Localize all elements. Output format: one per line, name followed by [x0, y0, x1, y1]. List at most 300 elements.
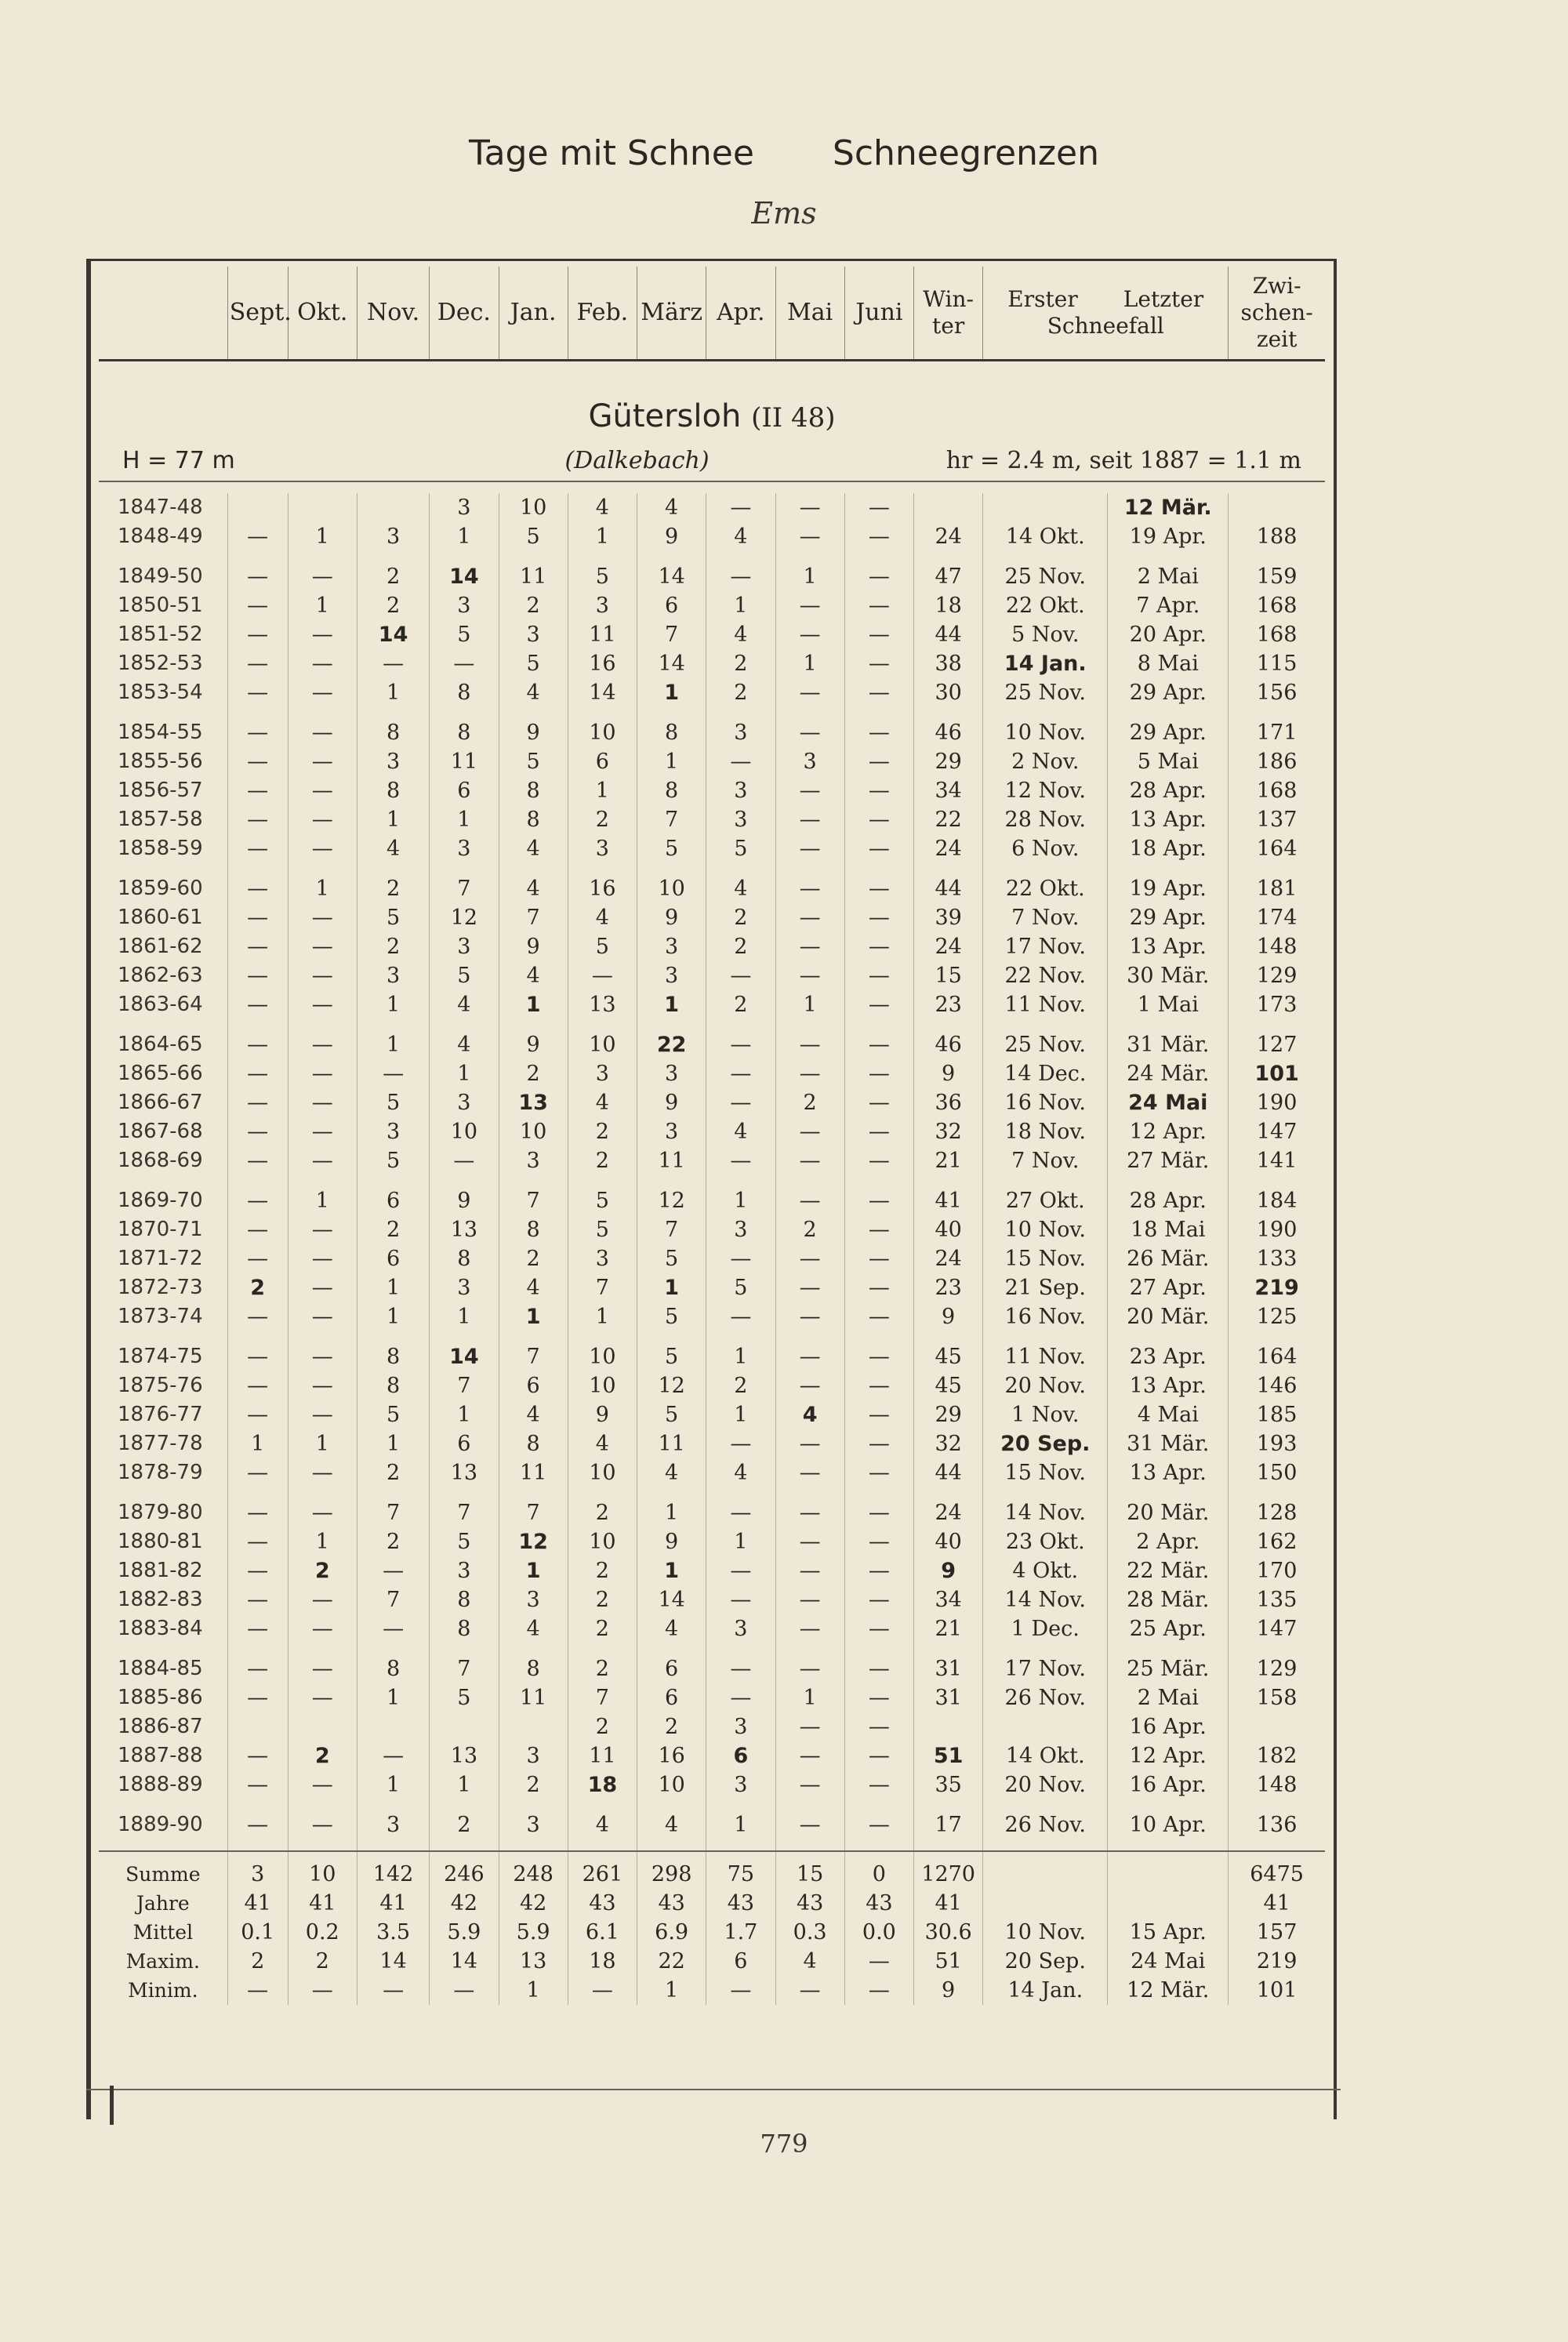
- table-cell: 16: [637, 1741, 706, 1770]
- col-header-feb: Feb.: [568, 267, 637, 361]
- summary-cell: [983, 1851, 1108, 1889]
- table-cell: 8: [499, 1654, 568, 1683]
- summary-cell: 246: [430, 1851, 499, 1889]
- table-cell: 4: [637, 1810, 706, 1839]
- table-cell: —: [844, 1302, 913, 1331]
- table-cell: 14 Dec.: [983, 1059, 1108, 1088]
- table-cell: 4: [357, 834, 429, 863]
- table-cell: —: [775, 1585, 844, 1614]
- table-cell: 12: [430, 903, 499, 932]
- table-cell: 14 Okt.: [983, 1741, 1108, 1770]
- table-cell: —: [775, 1371, 844, 1400]
- table-cell: 12 Mär.: [1108, 493, 1229, 522]
- table-row: [99, 493, 1325, 522]
- table-cell: —: [227, 932, 288, 961]
- summary-cell: —: [227, 1976, 288, 2005]
- table-cell: 3: [499, 620, 568, 649]
- summary-label: Minim.: [128, 1979, 198, 2002]
- table-cell: 5: [430, 620, 499, 649]
- header-blank: [99, 267, 227, 361]
- table-cell: 10: [568, 1371, 637, 1400]
- summary-cell: 5.9: [499, 1918, 568, 1947]
- table-cell: —: [706, 1683, 775, 1712]
- table-cell: 2: [706, 903, 775, 932]
- row-year: 1848-49: [118, 525, 203, 548]
- table-cell: 147: [1229, 1614, 1325, 1643]
- summary-cell: —: [288, 1976, 357, 2005]
- summary-cell: 42: [430, 1889, 499, 1918]
- table-cell: 20 Sep.: [983, 1429, 1108, 1458]
- table-cell: —: [775, 1429, 844, 1458]
- table-cell: 7 Nov.: [983, 903, 1108, 932]
- table-cell: —: [706, 1556, 775, 1585]
- table-cell: 2: [568, 1556, 637, 1585]
- table-cell: 5: [430, 961, 499, 990]
- table-cell: 3: [637, 961, 706, 990]
- col-header-zwischenzeit: [1229, 267, 1325, 361]
- table-cell: 1: [706, 591, 775, 620]
- table-cell: 1: [430, 1059, 499, 1088]
- summary-cell: 248: [499, 1851, 568, 1889]
- table-cell: 2: [499, 591, 568, 620]
- table-cell: —: [227, 1770, 288, 1799]
- table-cell: —: [775, 1117, 844, 1146]
- table-cell: [1229, 493, 1325, 522]
- table-cell: 3: [568, 834, 637, 863]
- table-cell: —: [844, 903, 913, 932]
- table-cell: —: [844, 591, 913, 620]
- table-cell: 1: [775, 1683, 844, 1712]
- table-cell: 2: [706, 990, 775, 1019]
- table-cell: 1: [288, 874, 357, 903]
- summary-cell: 6.1: [568, 1918, 637, 1947]
- table-row: [99, 1712, 1325, 1741]
- table-cell: 27 Mär.: [1108, 1146, 1229, 1175]
- table-cell: —: [357, 649, 429, 678]
- table-cell: 2: [357, 562, 429, 591]
- table-cell: 9: [499, 718, 568, 747]
- table-cell: 1: [706, 1810, 775, 1839]
- table-cell: 23 Okt.: [983, 1527, 1108, 1556]
- table-cell: 12: [637, 1186, 706, 1215]
- table-cell: 2 Nov.: [983, 747, 1108, 776]
- col-header-sept: Sept.: [227, 267, 288, 361]
- table-cell: —: [844, 1683, 913, 1712]
- table-cell: —: [288, 1059, 357, 1088]
- station-name: Gütersloh: [588, 398, 742, 434]
- summary-cell: 0.2: [288, 1918, 357, 1947]
- table-row: [99, 1527, 1325, 1556]
- row-year: 1856-57: [118, 779, 203, 802]
- table-cell: 168: [1229, 620, 1325, 649]
- table-cell: 8: [637, 776, 706, 805]
- station-height: H = 77 m: [99, 441, 430, 481]
- table-cell: —: [288, 932, 357, 961]
- table-cell: 2: [357, 1527, 429, 1556]
- summary-cell: 43: [775, 1889, 844, 1918]
- table-cell: 1: [775, 649, 844, 678]
- table-cell: 10 Nov.: [983, 718, 1108, 747]
- table-cell: 219: [1229, 1273, 1325, 1302]
- table-row: [99, 1244, 1325, 1273]
- table-cell: 10: [568, 1458, 637, 1487]
- table-cell: 9: [499, 932, 568, 961]
- table-cell: 6: [430, 1429, 499, 1458]
- table-cell: 34: [914, 1585, 983, 1614]
- table-row: [99, 678, 1325, 707]
- summary-cell: 0: [844, 1851, 913, 1889]
- table-cell: —: [844, 776, 913, 805]
- table-cell: 168: [1229, 591, 1325, 620]
- table-cell: —: [844, 961, 913, 990]
- table-cell: 20 Nov.: [983, 1770, 1108, 1799]
- table-cell: 22: [637, 1030, 706, 1059]
- summary-cell: 41: [914, 1889, 983, 1918]
- table-cell: 7: [430, 1654, 499, 1683]
- table-cell: 4: [568, 1429, 637, 1458]
- table-cell: —: [288, 1371, 357, 1400]
- table-cell: —: [227, 1556, 288, 1585]
- table-cell: —: [844, 1527, 913, 1556]
- table-cell: 6 Nov.: [983, 834, 1108, 863]
- row-year: 1886-87: [118, 1715, 203, 1738]
- table-cell: —: [844, 1429, 913, 1458]
- table-row: [99, 903, 1325, 932]
- table-cell: 171: [1229, 718, 1325, 747]
- row-year: 1871-72: [118, 1247, 203, 1270]
- table-cell: 146: [1229, 1371, 1325, 1400]
- col-header-zwischenzeit-line3: zeit: [1256, 326, 1298, 352]
- table-cell: 173: [1229, 990, 1325, 1019]
- table-cell: 3: [706, 805, 775, 834]
- table-cell: —: [775, 1654, 844, 1683]
- table-cell: 14: [430, 562, 499, 591]
- table-cell: —: [844, 990, 913, 1019]
- header-place: Ems: [751, 196, 817, 231]
- table-cell: 147: [1229, 1117, 1325, 1146]
- summary-cell: 43: [568, 1889, 637, 1918]
- row-year: 1863-64: [118, 993, 203, 1016]
- summary-cell: 43: [844, 1889, 913, 1918]
- table-cell: —: [706, 1059, 775, 1088]
- table-cell: 3: [357, 1117, 429, 1146]
- col-header-winter-line2: ter: [932, 313, 965, 339]
- table-cell: 11: [499, 1458, 568, 1487]
- table-cell: —: [227, 1527, 288, 1556]
- table-cell: 41: [914, 1186, 983, 1215]
- table-cell: —: [844, 649, 913, 678]
- row-year: 1881-82: [118, 1559, 203, 1582]
- table-cell: 6: [430, 776, 499, 805]
- table-cell: —: [844, 1146, 913, 1175]
- table-cell: 3: [637, 1117, 706, 1146]
- row-year: 1852-53: [118, 652, 203, 675]
- table-cell: —: [288, 805, 357, 834]
- summary-cell: 41: [357, 1889, 429, 1918]
- table-cell: 22 Mär.: [1108, 1556, 1229, 1585]
- table-cell: —: [227, 961, 288, 990]
- table-cell: 1: [568, 776, 637, 805]
- table-cell: 9: [637, 1088, 706, 1117]
- table-cell: 5: [357, 1088, 429, 1117]
- table-cell: 25 Mär.: [1108, 1654, 1229, 1683]
- table-row: [99, 1498, 1325, 1527]
- summary-cell: 41: [288, 1889, 357, 1918]
- table-cell: 4: [637, 493, 706, 522]
- table-cell: —: [227, 874, 288, 903]
- table-cell: 5: [357, 903, 429, 932]
- table-cell: 17: [914, 1810, 983, 1839]
- table-cell: 127: [1229, 1030, 1325, 1059]
- table-cell: 7: [637, 620, 706, 649]
- table-cell: 7 Apr.: [1108, 591, 1229, 620]
- table-cell: —: [775, 1741, 844, 1770]
- table-cell: —: [288, 1498, 357, 1527]
- table-cell: 25 Apr.: [1108, 1614, 1229, 1643]
- table-cell: 25 Nov.: [983, 562, 1108, 591]
- table-cell: —: [844, 874, 913, 903]
- row-year: 1879-80: [118, 1501, 203, 1524]
- table-cell: 3: [430, 493, 499, 522]
- table-cell: 25 Nov.: [983, 1030, 1108, 1059]
- table-cell: 46: [914, 718, 983, 747]
- table-cell: —: [227, 1244, 288, 1273]
- row-year: 1877-78: [118, 1432, 203, 1455]
- table-cell: 27 Apr.: [1108, 1273, 1229, 1302]
- summary-row-minim: [99, 1976, 1325, 2005]
- table-cell: 11: [568, 620, 637, 649]
- col-header-zwischenzeit-line2: schen-: [1240, 300, 1313, 325]
- table-cell: —: [227, 1614, 288, 1643]
- table-cell: 3: [637, 1059, 706, 1088]
- summary-cell: 24 Mai: [1108, 1947, 1229, 1976]
- table-cell: 5: [499, 522, 568, 551]
- table-cell: —: [844, 678, 913, 707]
- table-cell: 31: [914, 1654, 983, 1683]
- table-cell: 2: [568, 1117, 637, 1146]
- table-cell: —: [844, 1458, 913, 1487]
- table-cell: —: [227, 649, 288, 678]
- table-cell: —: [775, 1059, 844, 1088]
- table-cell: —: [430, 1146, 499, 1175]
- table-cell: 28 Apr.: [1108, 1186, 1229, 1215]
- table-cell: 4: [499, 1614, 568, 1643]
- table-cell: —: [227, 1810, 288, 1839]
- row-year: 1853-54: [118, 681, 203, 704]
- table-cell: 9: [914, 1556, 983, 1585]
- summary-row-maxim: [99, 1947, 1325, 1976]
- table-cell: 10: [499, 493, 568, 522]
- table-cell: —: [288, 1770, 357, 1799]
- table-cell: 1: [430, 1302, 499, 1331]
- table-cell: 8: [357, 1654, 429, 1683]
- table-cell: —: [706, 1498, 775, 1527]
- table-cell: 4: [706, 1117, 775, 1146]
- summary-cell: 10 Nov.: [983, 1918, 1108, 1947]
- table-cell: 2: [775, 1088, 844, 1117]
- table-cell: —: [706, 1088, 775, 1117]
- table-cell: —: [227, 1741, 288, 1770]
- table-cell: 23: [914, 1273, 983, 1302]
- col-header-letzter: Letzter: [1123, 286, 1204, 312]
- table-row: [99, 1302, 1325, 1331]
- table-cell: —: [288, 1400, 357, 1429]
- table-cell: 101: [1229, 1059, 1325, 1088]
- table-row: [99, 1400, 1325, 1429]
- table-cell: 9: [914, 1059, 983, 1088]
- table-cell: —: [706, 747, 775, 776]
- row-year: 1866-67: [118, 1091, 203, 1114]
- table-cell: —: [227, 1146, 288, 1175]
- row-year: 1862-63: [118, 964, 203, 987]
- table-cell: 29 Apr.: [1108, 903, 1229, 932]
- summary-cell: 42: [499, 1889, 568, 1918]
- table-cell: 7: [430, 1371, 499, 1400]
- table-cell: 30: [914, 678, 983, 707]
- table-cell: 4: [568, 903, 637, 932]
- table-cell: —: [844, 1810, 913, 1839]
- page-number: 779: [760, 2129, 808, 2159]
- table-cell: 6: [357, 1186, 429, 1215]
- table-cell: 7: [637, 805, 706, 834]
- col-header-zwischenzeit-line1: Zwi-: [1252, 273, 1301, 299]
- table-cell: —: [288, 1273, 357, 1302]
- table-cell: —: [227, 990, 288, 1019]
- table-cell: 6: [357, 1244, 429, 1273]
- table-cell: 9: [637, 903, 706, 932]
- table-cell: 15 Nov.: [983, 1244, 1108, 1273]
- table-cell: 2: [568, 1498, 637, 1527]
- table-cell: 45: [914, 1342, 983, 1371]
- table-cell: 11: [637, 1146, 706, 1175]
- table-row: [99, 1810, 1325, 1839]
- table-cell: 16 Nov.: [983, 1302, 1108, 1331]
- table-cell: 13 Apr.: [1108, 932, 1229, 961]
- table-row: [99, 620, 1325, 649]
- table-cell: —: [844, 1585, 913, 1614]
- table-cell: —: [288, 718, 357, 747]
- table-cell: —: [775, 805, 844, 834]
- table-cell: 24 Mär.: [1108, 1059, 1229, 1088]
- table-cell: 3: [357, 1810, 429, 1839]
- table-cell: 5: [637, 834, 706, 863]
- table-cell: 38: [914, 649, 983, 678]
- table-cell: —: [844, 522, 913, 551]
- table-cell: 24 Mai: [1108, 1088, 1229, 1117]
- table-cell: 5 Mai: [1108, 747, 1229, 776]
- summary-cell: 5.9: [430, 1918, 499, 1947]
- summary-cell: —: [844, 1976, 913, 2005]
- table-cell: 28 Apr.: [1108, 776, 1229, 805]
- table-cell: 20 Apr.: [1108, 620, 1229, 649]
- table-cell: 5: [430, 1683, 499, 1712]
- table-cell: 44: [914, 874, 983, 903]
- table-cell: 1: [637, 1273, 706, 1302]
- col-header-okt: Okt.: [288, 267, 357, 361]
- table-cell: 7: [430, 874, 499, 903]
- table-cell: 3: [499, 1741, 568, 1770]
- table-cell: 1: [706, 1186, 775, 1215]
- table-cell: 168: [1229, 776, 1325, 805]
- table-cell: —: [288, 834, 357, 863]
- table-cell: —: [844, 1556, 913, 1585]
- table-cell: 6: [637, 1654, 706, 1683]
- table-cell: 3: [357, 747, 429, 776]
- table-cell: 8: [430, 1614, 499, 1643]
- table-cell: 162: [1229, 1527, 1325, 1556]
- table-row: [99, 1770, 1325, 1799]
- table-cell: 1: [706, 1342, 775, 1371]
- table-cell: 8: [357, 1371, 429, 1400]
- table-cell: 8: [499, 1429, 568, 1458]
- table-cell: 2: [568, 1654, 637, 1683]
- table-cell: —: [227, 1215, 288, 1244]
- table-cell: 29 Apr.: [1108, 718, 1229, 747]
- table-cell: 1: [499, 1302, 568, 1331]
- table-cell: 3: [706, 1712, 775, 1741]
- table-cell: 1: [499, 1556, 568, 1585]
- table-cell: 3: [706, 1215, 775, 1244]
- table-cell: 148: [1229, 1770, 1325, 1799]
- table-cell: 5: [357, 1146, 429, 1175]
- table-cell: 18: [914, 591, 983, 620]
- table-cell: 133: [1229, 1244, 1325, 1273]
- table-cell: 1: [357, 1770, 429, 1799]
- table-cell: 12: [637, 1371, 706, 1400]
- table-cell: 4: [499, 1400, 568, 1429]
- table-cell: 150: [1229, 1458, 1325, 1487]
- table-cell: 6: [568, 747, 637, 776]
- table-cell: —: [844, 1654, 913, 1683]
- table-cell: 14: [568, 678, 637, 707]
- table-cell: 16 Apr.: [1108, 1770, 1229, 1799]
- table-cell: 4: [430, 990, 499, 1019]
- table-cell: 184: [1229, 1186, 1325, 1215]
- header-title-right: Schneegrenzen: [832, 133, 1099, 173]
- table-left-rule-stub: [110, 2086, 114, 2125]
- table-cell: —: [775, 522, 844, 551]
- table-cell: —: [706, 1244, 775, 1273]
- summary-cell: 0.3: [775, 1918, 844, 1947]
- table-cell: —: [227, 903, 288, 932]
- table-cell: —: [844, 834, 913, 863]
- table-cell: 21: [914, 1146, 983, 1175]
- table-cell: 21 Sep.: [983, 1273, 1108, 1302]
- table-cell: 156: [1229, 678, 1325, 707]
- table-cell: 1: [706, 1527, 775, 1556]
- table-row: [99, 961, 1325, 990]
- table-cell: 31 Mär.: [1108, 1030, 1229, 1059]
- table-cell: 26 Nov.: [983, 1810, 1108, 1839]
- table-cell: 8: [430, 678, 499, 707]
- table-cell: —: [775, 1614, 844, 1643]
- table-body: [99, 361, 1325, 2006]
- table-cell: 36: [914, 1088, 983, 1117]
- table-cell: —: [844, 1215, 913, 1244]
- table-cell: [288, 1712, 357, 1741]
- table-cell: 4: [430, 1030, 499, 1059]
- table-cell: —: [844, 1030, 913, 1059]
- table-cell: —: [706, 1030, 775, 1059]
- table-cell: 20 Mär.: [1108, 1302, 1229, 1331]
- table-cell: 10 Apr.: [1108, 1810, 1229, 1839]
- summary-cell: —: [706, 1976, 775, 2005]
- table-cell: 46: [914, 1030, 983, 1059]
- table-cell: 15: [914, 961, 983, 990]
- table-cell: —: [227, 834, 288, 863]
- table-cell: —: [568, 961, 637, 990]
- table-cell: 3: [568, 591, 637, 620]
